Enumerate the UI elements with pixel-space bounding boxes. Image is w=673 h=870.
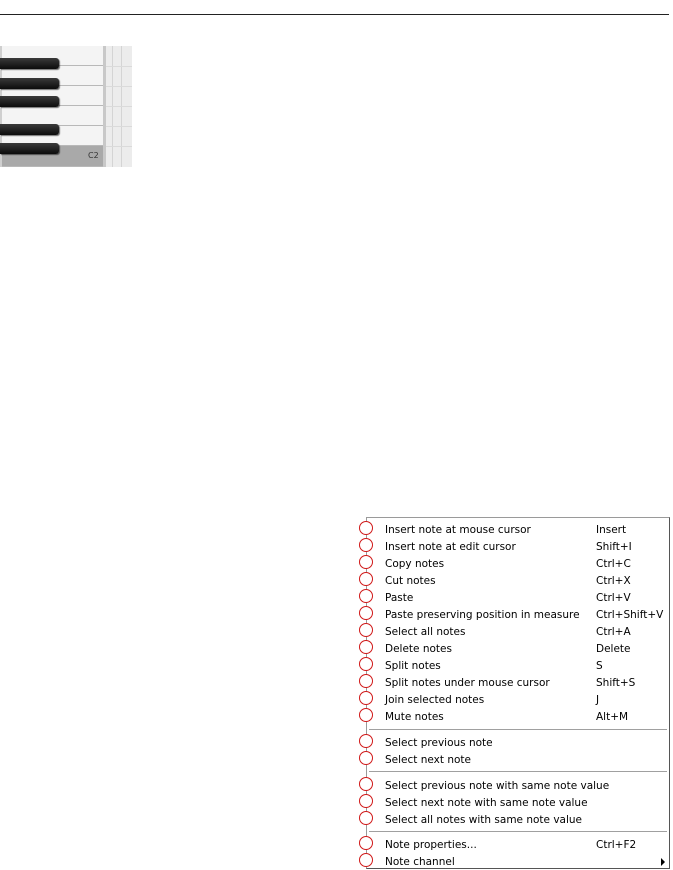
menu-item-label: Insert note at mouse cursor [385,524,531,536]
menu-item-paste-preserving-position[interactable] [367,606,669,623]
menu-item-note-channel[interactable] [367,853,669,870]
menu-item-note-properties[interactable] [367,836,669,853]
black-key[interactable] [0,96,59,107]
menu-item-shortcut: Ctrl+X [596,575,631,587]
white-key[interactable] [0,106,103,126]
menu-item-shortcut: Ctrl+V [596,592,631,604]
menu-item-select-previous-note[interactable] [367,734,669,751]
top-rule [0,14,669,15]
menu-item-shortcut: Ctrl+F2 [596,839,637,851]
grid-row-line [106,146,132,147]
callout-circle [359,640,373,654]
menu-item-label: Select next note [385,754,471,766]
menu-item-label: Paste preserving position in measure [385,609,580,621]
callout-circle [359,589,373,603]
menu-item-shortcut: Ctrl+A [596,626,631,638]
menu-item-label: Split notes under mouse cursor [385,677,550,689]
callout-circle [359,777,373,791]
menu-item-shortcut: Ctrl+C [596,558,631,570]
callout-circle [359,555,373,569]
menu-item-shortcut: Shift+I [596,541,632,553]
menu-item-label: Delete notes [385,643,452,655]
menu-item-select-next-same-value[interactable] [367,794,669,811]
menu-item-insert-note-at-mouse-cursor[interactable] [367,521,669,538]
menu-item-shortcut: Delete [596,643,631,655]
black-key[interactable] [0,78,59,89]
menu-item-cut-notes[interactable] [367,572,669,589]
callout-circle [359,572,373,586]
callout-circle [359,794,373,808]
grid-row-line [106,66,132,67]
grid-row-line [106,86,132,87]
piano-keyboard [0,46,132,167]
menu-item-label: Select all notes [385,626,466,638]
menu-item-shortcut: J [596,694,600,706]
callout-circle [359,657,373,671]
menu-item-label: Select all notes with same note value [385,814,583,826]
menu-item-shortcut: Shift+S [596,677,636,689]
menu-item-join-selected-notes[interactable] [367,691,669,708]
black-key[interactable] [0,124,59,135]
menu-item-label: Join selected notes [385,694,485,706]
callout-circle [359,691,373,705]
menu-item-label: Note channel [385,856,455,868]
callout-circle [359,521,373,535]
key-label-c2: C2 [88,151,99,160]
menu-item-copy-notes[interactable] [367,555,669,572]
menu-item-label: Select next note with same note value [385,797,588,809]
menu-item-shortcut: Alt+M [596,711,629,723]
black-key[interactable] [0,58,59,69]
callout-circle [359,708,373,722]
menu-item-label: Paste [385,592,414,604]
callout-circle [359,674,373,688]
menu-item-label: Cut notes [385,575,436,587]
context-menu [366,517,670,869]
callout-circle [359,734,373,748]
menu-item-label: Select previous note with same note value [385,780,610,792]
menu-item-shortcut: Ctrl+Shift+V [596,609,664,621]
menu-item-split-notes[interactable] [367,657,669,674]
menu-item-label: Mute notes [385,711,444,723]
callout-circle [359,853,373,867]
menu-item-delete-notes[interactable] [367,640,669,657]
menu-item-label: Select previous note [385,737,493,749]
grid-row-line [106,126,132,127]
callout-circle [359,606,373,620]
menu-item-paste[interactable] [367,589,669,606]
callout-circle [359,811,373,825]
menu-item-label: Insert note at edit cursor [385,541,516,553]
callout-circle [359,538,373,552]
menu-separator [369,771,667,772]
menu-item-shortcut: S [596,660,603,672]
menu-item-split-notes-under-mouse[interactable] [367,674,669,691]
menu-item-select-next-note[interactable] [367,751,669,768]
callout-circle [359,836,373,850]
menu-separator [369,729,667,730]
menu-item-label: Split notes [385,660,441,672]
menu-item-select-previous-same-value[interactable] [367,777,669,794]
black-key[interactable] [0,143,59,154]
menu-item-label: Note properties... [385,839,477,851]
menu-item-mute-notes[interactable] [367,708,669,725]
menu-separator [369,831,667,832]
menu-item-label: Copy notes [385,558,445,570]
grid-row-line [106,106,132,107]
submenu-arrow-icon [661,858,665,866]
callout-circle [359,751,373,765]
callout-circle [359,623,373,637]
menu-item-select-all-notes[interactable] [367,623,669,640]
menu-item-insert-note-at-edit-cursor[interactable] [367,538,669,555]
menu-item-shortcut: Insert [596,524,627,536]
menu-item-select-all-same-value[interactable] [367,811,669,828]
